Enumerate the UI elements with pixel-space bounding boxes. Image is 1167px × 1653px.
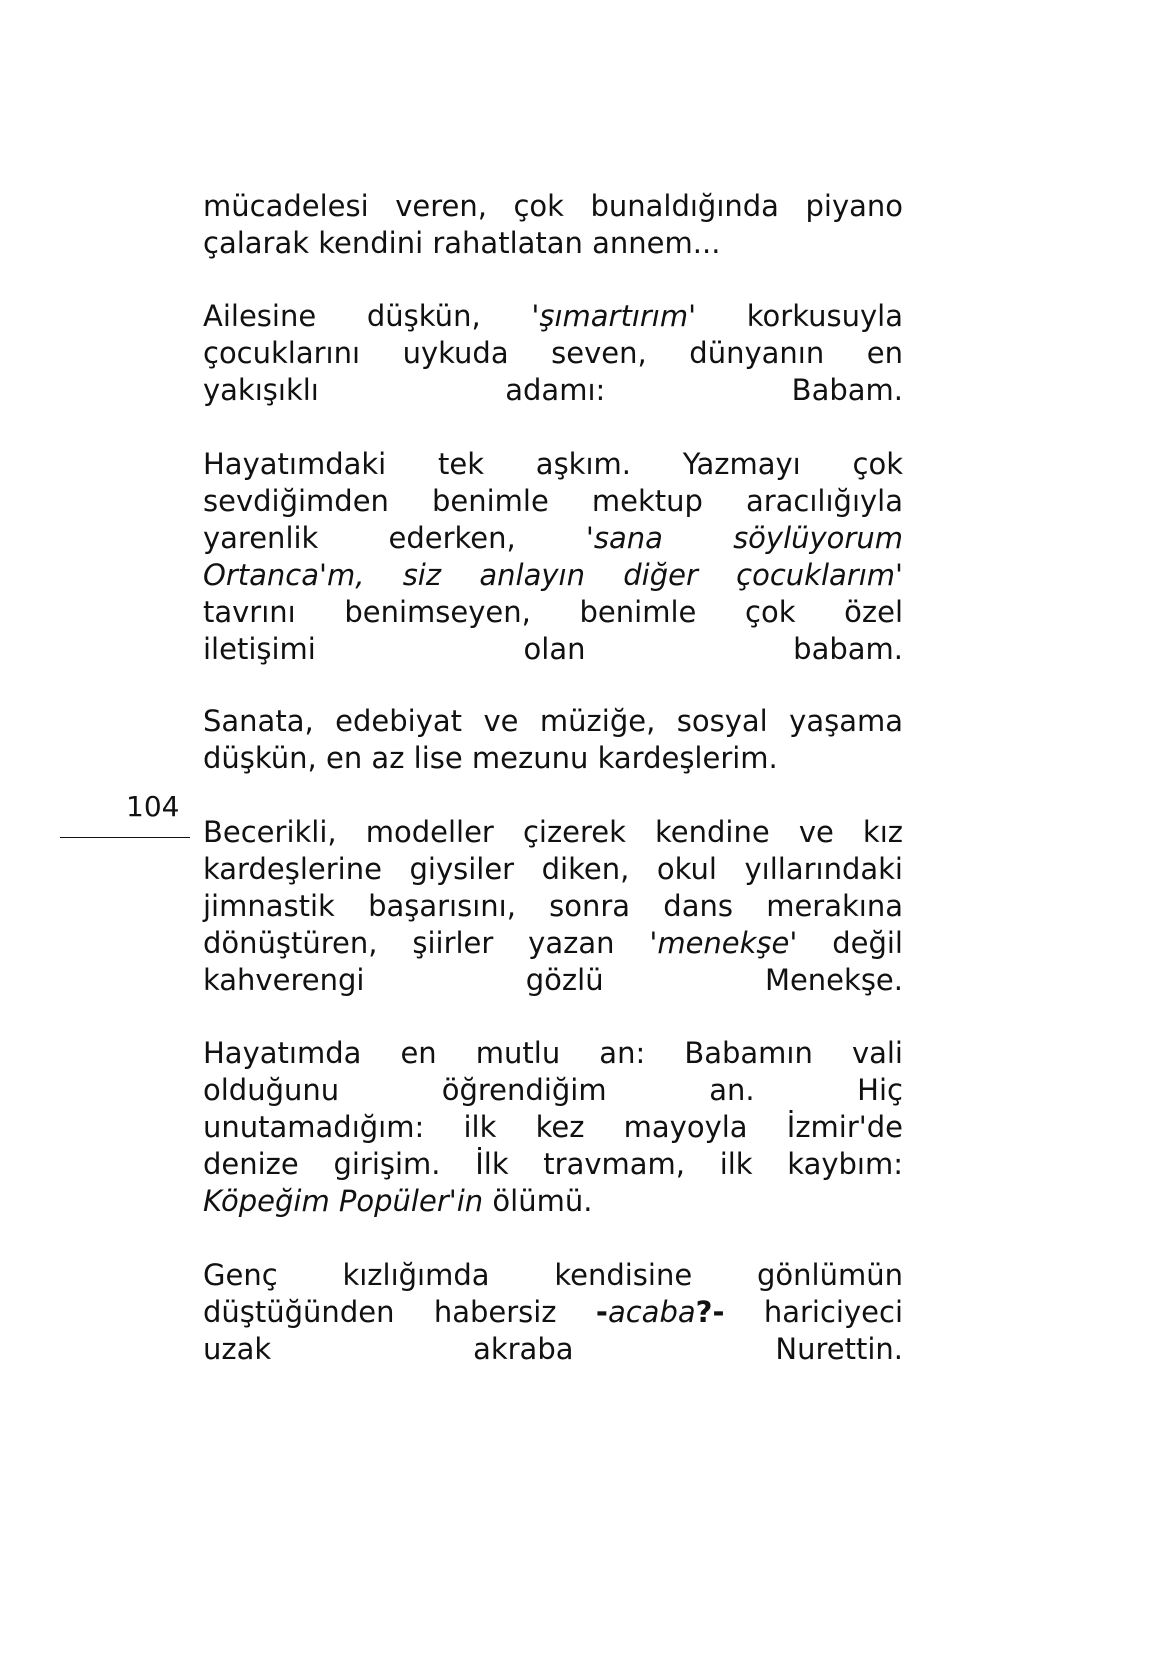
italic-text: Ortanca'm, siz anlayın diğer çocuklarım [203, 558, 896, 592]
text-line [203, 335, 903, 372]
text-run: düşkün, en az lise mezunu kardeşlerim. [203, 741, 778, 775]
text-run: çocuklarını uykuda seven, dünyanın en [203, 336, 903, 370]
text-line [203, 557, 903, 594]
text-line [203, 1072, 903, 1109]
text-run: denize girişim. İlk travmam, ilk kaybım: [203, 1147, 903, 1181]
text-run: Genç kızlığımda kendisine gönlümün [203, 1258, 903, 1292]
italic-text: menekşe [657, 926, 790, 960]
paragraph [203, 1257, 903, 1368]
text-run: Hayatımda en mutlu an: Babamın vali [203, 1036, 903, 1070]
text-line [203, 298, 903, 335]
text-line [203, 1035, 903, 1072]
paragraph [203, 814, 903, 999]
text-run: Sanata, edebiyat ve müziğe, sosyal yaşama [203, 704, 903, 738]
text-line [203, 483, 903, 520]
text-line [203, 372, 903, 409]
bold-text: ?- [695, 1295, 725, 1329]
text-line [203, 188, 903, 225]
text-line [203, 520, 903, 557]
text-run: unutamadığım: ilk kez mayoyla İzmir'de [203, 1110, 903, 1144]
text-line [203, 446, 903, 483]
text-run: dönüştüren, şiirler yazan ' [203, 926, 658, 960]
italic-text: sana söylüyorum [593, 521, 903, 555]
text-line [203, 814, 903, 851]
text-line [203, 631, 903, 668]
text-run: olduğunu öğrendiğim an. Hiç [203, 1073, 903, 1107]
text-line [203, 1146, 903, 1183]
italic-text: şımartırım [539, 299, 689, 333]
bold-text: - [595, 1295, 608, 1329]
text-run: ' korkusuyla [688, 299, 903, 333]
text-run: yakışıklı adamı: Babam. [203, 373, 903, 407]
text-line [203, 1294, 903, 1331]
text-run: ' değil [789, 926, 903, 960]
page-number: 104 [126, 790, 180, 823]
text-run: jimnastik başarısını, sonra dans merakına [203, 889, 903, 923]
paragraph [203, 446, 903, 668]
text-run: çalarak kendini rahatlatan annem... [203, 226, 721, 260]
paragraph [203, 1035, 903, 1220]
text-run: sevdiğimden benimle mektup aracılığıyla [203, 484, 903, 518]
text-run: ölümü. [483, 1184, 593, 1218]
text-run: tavrını benimseyen, benimle çok özel [203, 595, 903, 629]
text-line [203, 740, 903, 777]
text-line [203, 851, 903, 888]
text-run: hariciyeci [724, 1295, 903, 1329]
italic-text: Köpeğim Popüler [203, 1184, 449, 1218]
text-run: kardeşlerine giysiler diken, okul yıllarındaki [203, 852, 903, 886]
text-line [203, 1257, 903, 1294]
text-line [203, 703, 903, 740]
text-line [203, 888, 903, 925]
text-run: Becerikli, modeller çizerek kendine ve kız [203, 815, 903, 849]
paragraph [203, 298, 903, 409]
paragraph [203, 188, 903, 262]
text-run: Hayatımdaki tek aşkım. Yazmayı çok [203, 447, 903, 481]
text-line [203, 962, 903, 999]
text-run: kahverengi gözlü Menekşe. [203, 963, 903, 997]
text-line [203, 1183, 903, 1220]
paragraph [203, 703, 903, 777]
text-run: uzak akraba Nurettin. [203, 1332, 903, 1366]
text-run: ' [448, 1184, 457, 1218]
text-run: mücadelesi veren, çok bunaldığında piyano [203, 189, 903, 223]
page-number-rule [60, 837, 190, 838]
text-line [203, 225, 903, 262]
text-run: yarenlik ederken, ' [203, 521, 594, 555]
italic-text: acaba [607, 1295, 696, 1329]
text-run: Ailesine düşkün, ' [203, 299, 540, 333]
text-run: düştüğünden habersiz [203, 1295, 596, 1329]
text-line [203, 1109, 903, 1146]
text-line [203, 1331, 903, 1368]
text-run: iletişimi olan babam. [203, 632, 903, 666]
italic-text: in [456, 1184, 484, 1218]
text-line [203, 925, 903, 962]
text-run: ' [895, 558, 903, 592]
text-line [203, 594, 903, 631]
